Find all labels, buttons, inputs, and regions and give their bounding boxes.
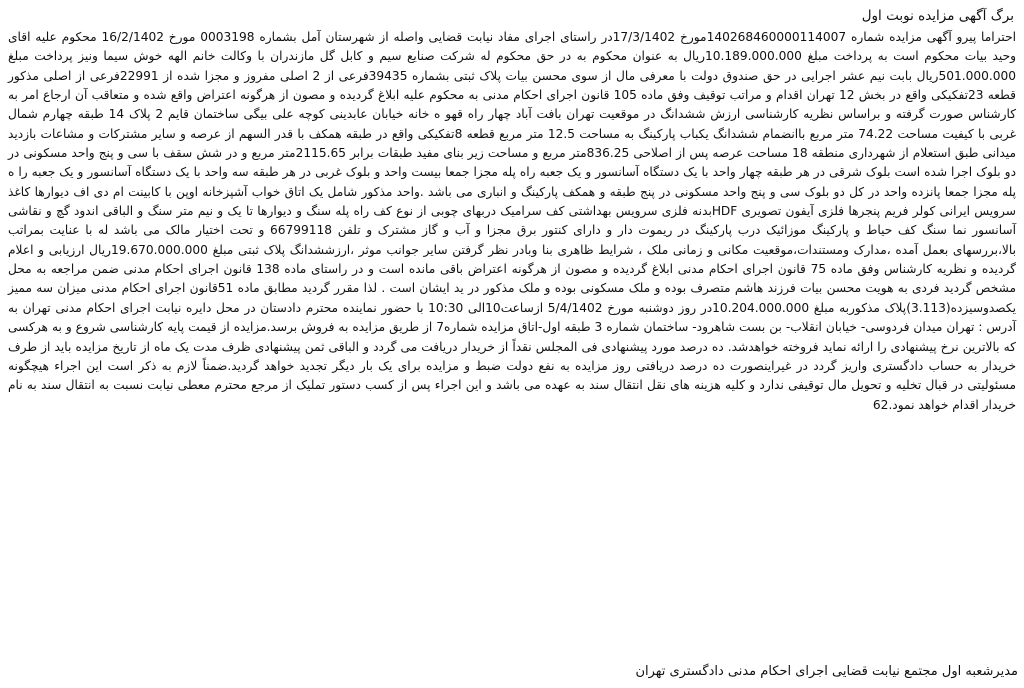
- notice-title: برگ آگهی مزایده نوبت اول: [861, 8, 1014, 24]
- auction-notice: [6, 4, 1018, 684]
- notice-signature: مدیرشعبه اول مجتمع نیابت قضایی اجرای احکام مدنی دادگستری تهران: [635, 664, 1018, 679]
- notice-body: احتراما پیرو آگهی مزایده شماره 140268460000114007مورخ 17/3/1402در راستای اجرای مفاد نیابت قضایی واصله از شهرستان آمل بشماره 0003198 مورخ 16/2/1402 محکوم علیه اقای وحید بیات محکوم است به پرداخت مبلغ 10.189.000.000ریال به عنوان محکوم به در حق محکوم له شرکت صنایع سیم و کابل گل مازندران با وکالت خانم الهه خوش سیما ونیز پرداخت مبلغ 501.000.000ریال بابت نیم عشر اجرایی در حق صندوق دولت با معرفی مال از سوی محسن بیات پلاک ثبتی بشماره 39435فرعی از 2 اصلی مفروز و مجزا شده از 22991فرعی از اصلی مذکور قطعه 23تفکیکی واقع در بخش 12 تهران اقدام و مراتب توقیف وفق ماده 105 قانون اجرای احکام مدنی به محکوم علیه ابلاغ گردیده و مصون از هرگونه اعتراض واقع شده و متعاقب آن ارجاع امر به کارشناس صورت گرفته و براساس نظریه کارشناسی ارزش ششدانگ در موقعیت تهران بافت آباد چهار راه قهو ه خانه خیابان عابدینی کوچه علی بیگی ساختمان قایم 2 پلاک 14 طبقه چهارم شمال غربی با کیفیت مساحت 74.22 متر مربع باانضمام ششدانگ یکباب پارکینگ به مساحت 12.5 متر مربع قطعه 8تفکیکی واقع در طبقه همکف با قدر السهم از عرصه و سایر مشترکات و مشاعات بازدید میدانی طبق استعلام از شهرداری منطقه 18 مساحت عرصه پس از اصلاحی 836.25متر مربع و مساحت زیر بنای مفید طبقات برابر 2115.65متر مربع و در شش سقف با سی و پنج واحد مسکونی در دو بلوک اجرا شده است بلوک شرقی در هر طبقه چهار واحد با یک دستگاه آسانسور و یک جعبه راه پله مجزا جمعا بیست واحد و بلوک غربی در هر طبقه سه واحد با یک دستگاه آسانسور و یک جعبه را ه پله مجزا جمعا پانزده واحد در کل دو بلوک سی و پنج واحد مسکونی در پنج طبقه و همکف پارکینگ و انباری می باشد .واحد مذکور شامل یک اتاق خواب آشپزخانه اوپن با کابینت ام دی اف دیوارها کاغذ سرویس ایرانی کولر فریم پنجرها فلزی آیفون تصویری HDFبدنه فلزی سرویس بهداشتی کف سرامیک دربهای چوبی از نوع کف راه پله سنگ و دیوارها تا یک و نیم متر سنگ و الباقی اندود گچ و نقاشی آسانسور نما سنگ کف حیاط و پارکینگ موزائیک درب پارکینگ در ریموت دار و دارای کنتور برق مجزا و آب و گاز مشترک و تلفن 66799118 و تحت اختیار مالک می باشد له با عنایت بمراتب بالا،بررسهای بعمل آمده ،مدارک ومستندات،موقعیت مکانی و زمانی ملک ، شرایط ظاهری بنا وبادر نظر گرفتن سایر جوانب موثر ،ارزششدانگ پلاک ثبتی مبلغ 19.670.000.000ریال ارزیابی و اعلام گردیده و نظریه کارشناس وفق ماده 75 قانون اجرای احکام مدنی ابلاغ گردیده و مصون از هرگونه اعتراض باقی مانده است و در راستای ماده 138 قانون اجرای احکام مدنی ضمن مراجعه به محل مشخص گردید فردی به هویت محسن بیات فرزند هاشم متصرف بوده و ملک مسکونی بوده و ملک مذکور در ید ایشان است . لذا مقرر گردید مطابق ماده 51قانون اجرای احکام مدنی میزان سه ممیز یکصدوسیزده(3.113)پلاک مذکوربه مبلغ 10.204.000.000در روز دوشنبه مورخ 5/4/1402 ازساعت10الی 10:30 با حضور نماینده محترم دادستان در محل دایره نیابت اجرای احکام مدنی تهران به آدرس : تهران میدان فردوسی- خیابان انقلاب- بن بست شاهرود- ساختمان شماره 3 طبقه اول-اتاق مزایده شماره7 از طریق مزایده به فروش برسد.مزایده از قیمت پایه کارشناسی شروع و به هرکسی که بالاترین نرخ پیشنهادی را ارائه نماید فروخته خواهدشد. ده درصد مورد پیشنهادی فی المجلس نقداً از خریدار دریافت می گردد و الباقی ثمن پیشنهادی ظرف مدت یک ماه از تاریخ مزایده باید از طرف خریدار به حساب دادگستری واریز گردد در غیراینصورت ده درصد دریافتی روز مزایده به نفع دولت ضبط و مزایده برای یک بار دیگر تجدید خواهد گردید.ضمناً لازم به ذکر است این اجراء هیچگونه مسئولیتی در قبال تخلیه و تحویل مال توقیفی ندارد و کلیه هزینه های نقل انتقال سند به عهده می باشد و این اجراء پس از کسب دستور تملیک از مرجع محترم معطی نیابت نسبت به انتقال سند به نام خریدار اقدام خواهد نمود.62: [8, 30, 1017, 412]
